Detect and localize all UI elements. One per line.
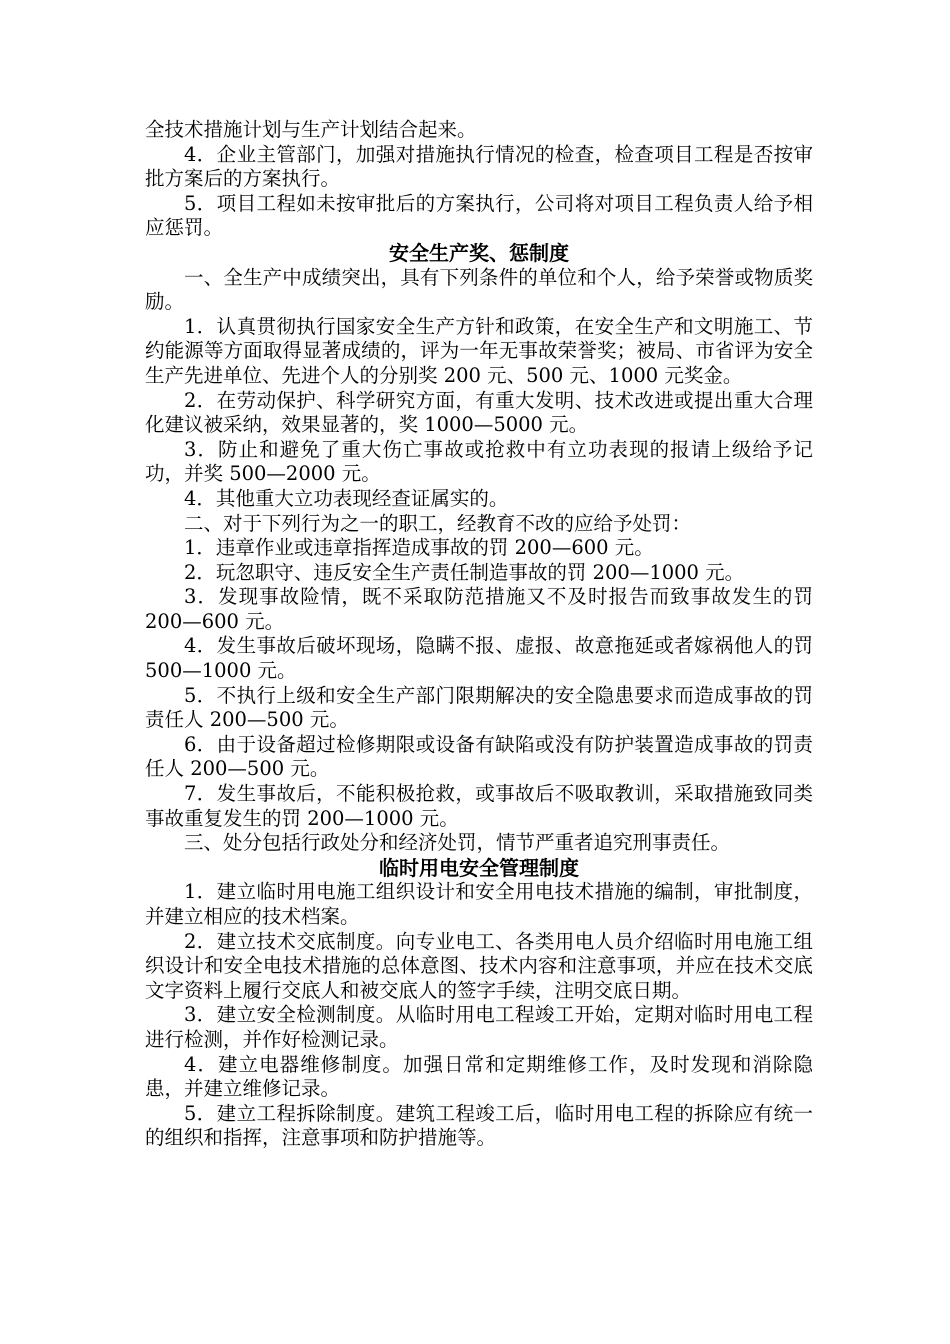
section-title-temporary-electricity: 临时用电安全管理制度: [379, 855, 579, 880]
continuation-paragraph: 全技术措施计划与生产计划结合起来。: [145, 118, 477, 141]
electricity-item-4: 4．建立电器维修制度。加强日常和定期维修工作，及时发现和消除隐患，并建立维修记录。: [145, 1052, 813, 1101]
prev-item-4: 4．企业主管部门，加强对措施执行情况的检查，检查项目工程是否按审批方案后的方案执行。: [145, 142, 813, 191]
sanctions-paragraph: 三、处分包括行政处分和经济处罚，情节严重者追究刑事责任。: [184, 831, 731, 855]
electricity-item-5: 5．建立工程拆除制度。建筑工程竣工后，临时用电工程的拆除应有统一的组织和指挥，注意事项和防护措施等。: [145, 1101, 813, 1150]
reward-item-1: 1．认真贯彻执行国家安全生产方针和政策，在安全生产和文明施工、节约能源等方面取得显著成绩的，评为一年无事故荣誉奖；被局、市省评为安全生产先进单位、先进个人的分别奖 200 元、500 元、1000 元奖金。: [145, 314, 813, 387]
section-title-rewards-penalties: 安全生产奖、惩制度: [389, 240, 569, 265]
penalty-item-5: 5．不执行上级和安全生产部门限期解决的安全隐患要求而造成事故的罚责任人 200—500 元。: [145, 683, 813, 732]
electricity-item-1: 1．建立临时用电施工组织设计和安全用电技术措施的编制，审批制度，并建立相应的技术档案。: [145, 880, 813, 928]
document-page: [145, 118, 813, 1151]
penalty-item-1: 1．违章作业或违章指挥造成事故的罚 200—600 元。: [184, 536, 654, 560]
electricity-item-2: 2．建立技术交底制度。向专业电工、各类用电人员介绍临时用电施工组织设计和安全电技术措施的总体意图、技术内容和注意事项，并应在技术交底 文字资料上履行交底人和被交底人的签字手续，注明交底日期。: [145, 929, 813, 1002]
penalty-item-4: 4．发生事故后破坏现场，隐瞒不报、虚报、故意拖延或者嫁祸他人的罚 500—1000 元。: [145, 634, 813, 683]
penalty-item-6: 6．由于设备超过检修期限或设备有缺陷或没有防护装置造成事故的罚责任人 200—500 元。: [145, 732, 813, 781]
reward-intro: 一、全生产中成绩突出，具有下列条件的单位和个人，给予荣誉或物质奖励。: [145, 265, 813, 314]
penalty-item-3: 3．发现事故险情，既不采取防范措施又不及时报告而致事故发生的罚 200—600 元。: [145, 585, 813, 633]
reward-item-3: 3．防止和避免了重大伤亡事故或抢救中有立功表现的报请上级给予记功，并奖 500—2000 元。: [145, 437, 813, 486]
reward-item-2: 2．在劳动保护、科学研究方面，有重大发明、技术改进或提出重大合理化建议被采纳，效果显著的，奖 1000—5000 元。: [145, 388, 813, 437]
electricity-item-3: 3．建立安全检测制度。从临时用电工程竣工开始，定期对临时用电工程进行检测，并作好检测记录。: [145, 1003, 813, 1051]
penalty-item-2: 2．玩忽职守、违反安全生产责任制造事故的罚 200—1000 元。: [184, 560, 745, 584]
prev-item-5: 5．项目工程如未按审批后的方案执行，公司将对项目工程负责人给予相应惩罚。: [145, 191, 813, 240]
reward-item-4: 4．其他重大立功表现经查证属实的。: [184, 486, 509, 510]
penalty-intro: 二、对于下列行为之一的职工，经教育不改的应给予处罚：: [184, 511, 692, 535]
penalty-item-7: 7．发生事故后，不能积极抢救，或事故后不吸取教训，采取措施致同类事故重复发生的罚 200—1000 元。: [145, 782, 813, 830]
